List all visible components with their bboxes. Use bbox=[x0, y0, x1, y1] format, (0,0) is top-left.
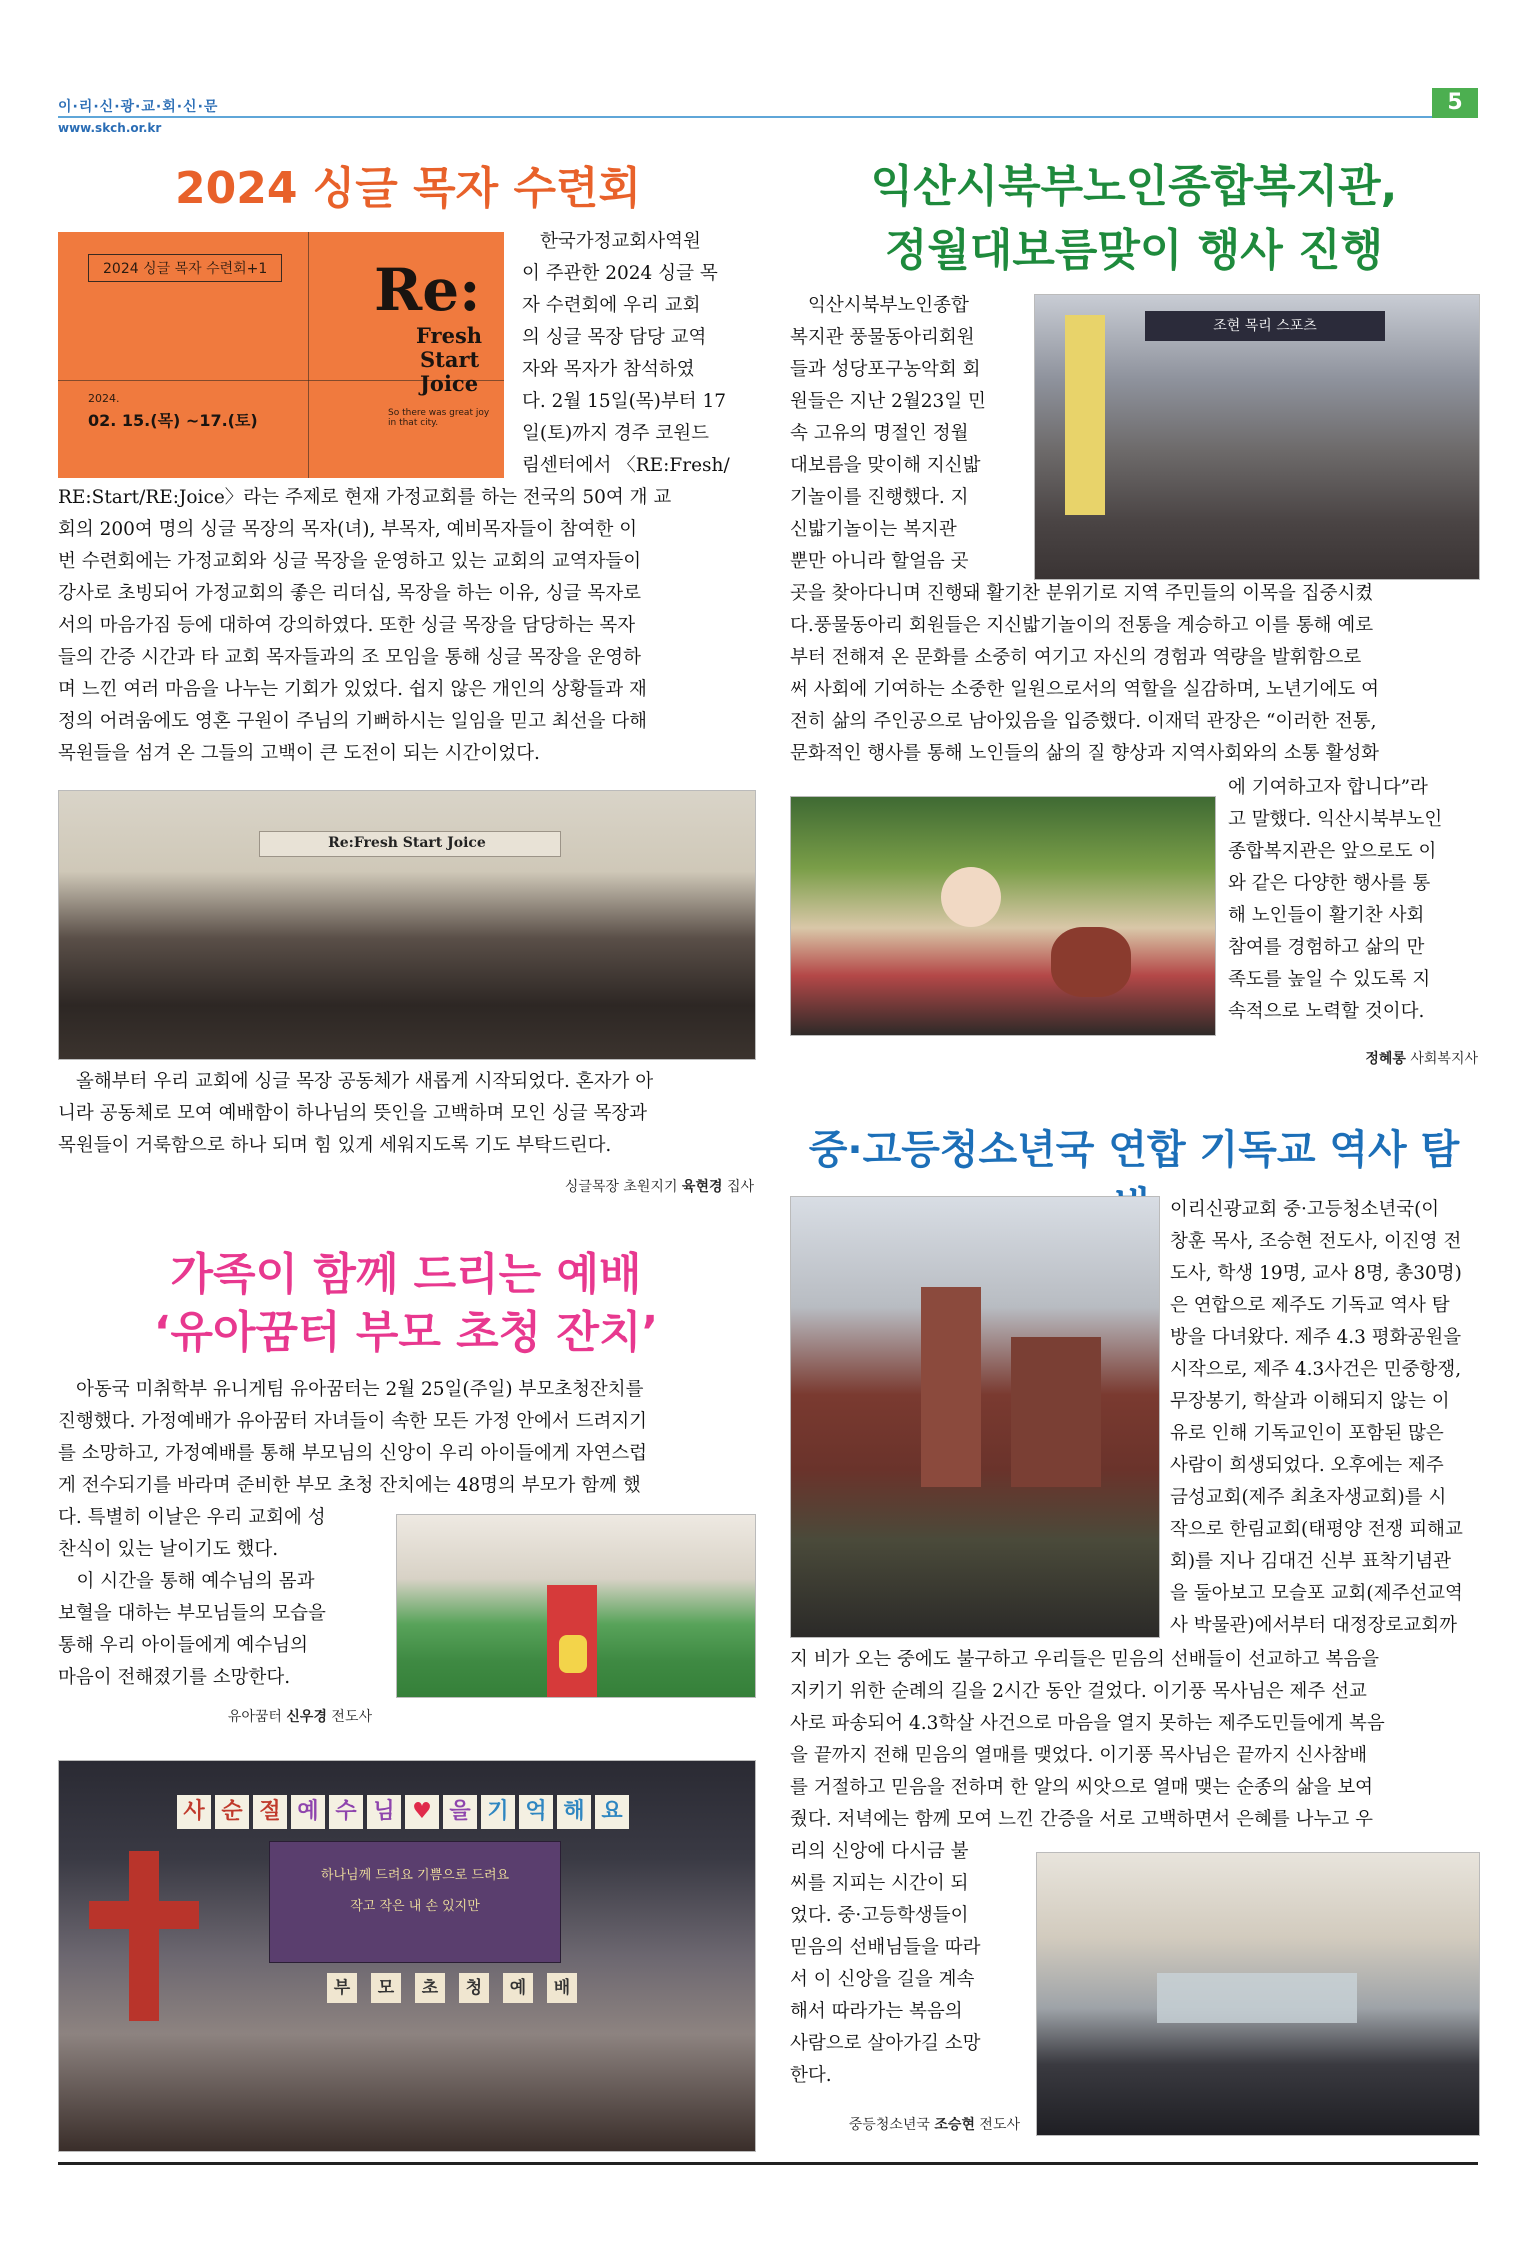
text-line: 은 연합으로 제주도 기독교 역사 탐 bbox=[1170, 1295, 1450, 1316]
article4-title: 중·고등청소년국 연합 기독교 역사 탐 bbox=[808, 1127, 1460, 1173]
text-line: 며 느낀 여러 마음을 나누는 기회가 있었다. 쉽지 않은 개인의 상황들과 재 bbox=[58, 679, 647, 700]
text-line: 사람으로 살아가길 소망 bbox=[790, 2033, 981, 2054]
text-line: 사 박물관)에서부터 대정장로교회까 bbox=[1170, 1615, 1458, 1636]
poster-tagline: So there was great joy in that city. bbox=[388, 408, 490, 428]
text-line: 다.풍물동아리 회원들은 지신밟기놀이의 전통을 계승하고 이를 통해 예로 bbox=[790, 615, 1374, 636]
article1-title: 2024 싱글 목자 수련회 bbox=[175, 163, 641, 214]
text-line: 서 이 신앙을 길을 계속 bbox=[790, 1969, 975, 1990]
text-line: 금성교회(제주 최초자생교회)를 시 bbox=[1170, 1487, 1447, 1508]
text-line: 전히 삶의 주인공으로 남아있음을 입증했다. 이재덕 관장은 “이러한 전통, bbox=[790, 711, 1377, 732]
stage-char: 부 bbox=[327, 1973, 357, 2003]
text-line: 작으로 한림교회(태평양 전쟁 피해교 bbox=[1170, 1519, 1463, 1540]
text-line: 를 거절하고 믿음을 전하며 한 알의 씨앗으로 열매 맺는 순종의 삶을 보여 bbox=[790, 1777, 1373, 1798]
article2-para-side bbox=[1228, 772, 1478, 1028]
byline-title: 전도사 bbox=[326, 1709, 372, 1725]
church-visit-photo bbox=[790, 1196, 1160, 1638]
text-line: 자 수련회에 우리 교회 bbox=[522, 295, 701, 316]
text-line: 한다. bbox=[790, 2065, 832, 2086]
text-line: 강사로 초빙되어 가정교회의 좋은 리더십, 목장을 하는 이유, 싱글 목자로 bbox=[58, 583, 641, 604]
text-line: 족도를 높일 수 있도록 지 bbox=[1228, 969, 1431, 990]
stage-char: 모 bbox=[371, 1973, 401, 2003]
article3-byline bbox=[58, 1706, 372, 1726]
banner-char: 사 bbox=[177, 1795, 211, 1829]
article1-byline bbox=[58, 1176, 754, 1196]
screen-text: 작고 작은 내 손 있지만 bbox=[350, 1899, 480, 1914]
text-line: 를 소망하고, 가정예배를 통해 부모님의 신앙이 우리 아이들에게 자연스럽 bbox=[58, 1443, 648, 1464]
article4-para-full bbox=[790, 1644, 1478, 1836]
masthead: 이·리·신·광·교·회·신·문 bbox=[58, 99, 219, 115]
article2-para-top bbox=[790, 290, 1020, 578]
text-line: 정의 어려움에도 영혼 구원이 주님의 기뻐하시는 일임을 믿고 최선을 다해 bbox=[58, 711, 648, 732]
text-line: 무장봉기, 학살과 이해되지 않는 이 bbox=[1170, 1391, 1450, 1412]
lent-service-photo bbox=[58, 1760, 756, 2152]
stage-letters bbox=[327, 1973, 577, 2003]
article1-para-top bbox=[522, 226, 754, 482]
text-line: 찬식이 있는 날이기도 했다. bbox=[58, 1539, 279, 1560]
byline-role: 유아꿈터 bbox=[227, 1709, 287, 1725]
text-line: 종합복지관은 앞으로도 이 bbox=[1228, 841, 1437, 862]
text-line: 의 싱글 목장 담당 교역 bbox=[522, 327, 707, 348]
article3-title-line1: 가족이 함께 드리는 예배 bbox=[170, 1249, 642, 1300]
site-url[interactable]: www.skch.or.kr bbox=[58, 121, 162, 135]
text-line: 일(토)까지 경주 코원드 bbox=[522, 423, 710, 444]
text-line: 문화적인 행사를 통해 노인들의 삶의 질 향상과 지역사회와의 소통 활성화 bbox=[790, 743, 1380, 764]
text-line: 속 고유의 명절인 정월 bbox=[790, 423, 969, 444]
article4-para-side bbox=[1140, 1194, 1478, 1642]
article2-para-full bbox=[790, 578, 1478, 770]
text-line: 회)를 지나 김대건 신부 표착기념관 bbox=[1170, 1551, 1451, 1572]
text-line: 을 끝까지 전해 믿음의 열매를 맺었다. 이기풍 목사님은 끝까지 신사참배 bbox=[790, 1745, 1368, 1766]
article2-byline bbox=[1228, 1048, 1478, 1068]
banner-row bbox=[177, 1795, 629, 1829]
museum-visit-photo bbox=[1036, 1852, 1480, 2136]
text-line: 원들은 지난 2월23일 민 bbox=[790, 391, 986, 412]
text-line: 리의 신앙에 다시금 불 bbox=[790, 1841, 969, 1862]
text-line: 지키기 위한 순례의 길을 2시간 동안 걸었다. 이기풍 목사님은 제주 선교 bbox=[790, 1681, 1367, 1702]
text-line: 목원들이 거룩함으로 하나 되며 힘 있게 세워지도록 기도 부탁드린다. bbox=[58, 1135, 612, 1156]
text-line: 해서 따라가는 복음의 bbox=[790, 2001, 963, 2022]
shop-sign-text: 조현 목리 스포츠 bbox=[1213, 318, 1317, 334]
text-line: 서의 마음가짐 등에 대하여 강의하였다. 또한 싱글 목장을 담당하는 목자 bbox=[58, 615, 636, 636]
poster-title: Re: bbox=[374, 256, 481, 324]
article2-title-line2: 정월대보름맞이 행사 진행 bbox=[884, 225, 1384, 276]
text-line: 니라 공동체로 모여 예배함이 하나님의 뜻인을 고백하며 모인 싱글 목장과 bbox=[58, 1103, 648, 1124]
text-line: 속적으로 노력할 것이다. bbox=[1228, 1001, 1425, 1022]
screen-text: 하나님께 드려요 기쁨으로 드려요 bbox=[320, 1868, 510, 1883]
text-line: 참여를 경험하고 삶의 만 bbox=[1228, 937, 1425, 958]
header-rule bbox=[58, 116, 1478, 118]
text-line: 번 수련회에는 가정교회와 싱글 목장을 운영하고 있는 교회의 교역자들이 bbox=[58, 551, 642, 572]
text-line: 고 말했다. 익산시북부노인 bbox=[1228, 809, 1443, 830]
banner-char: 절 bbox=[253, 1795, 287, 1829]
text-line: 사로 파송되어 4.3학살 사건으로 마음을 열지 못하는 제주도민들에게 복음 bbox=[790, 1713, 1385, 1734]
banner-char: 님 bbox=[367, 1795, 401, 1829]
footer-rule bbox=[58, 2162, 1478, 2165]
text-line: 시작으로, 제주 4.3사건은 민중항쟁, bbox=[1170, 1359, 1462, 1380]
heart-icon: ♥ bbox=[405, 1795, 439, 1829]
text-line: 에 기여하고자 합니다”라 bbox=[1228, 777, 1428, 798]
kids-event-photo bbox=[396, 1514, 756, 1698]
text-line: 림센터에서 〈RE:Fresh/ bbox=[522, 455, 730, 476]
text-line: 사람이 희생되었다. 오후에는 제주 bbox=[1170, 1455, 1444, 1476]
poster-line bbox=[308, 232, 309, 478]
text-line: 다. 2월 15일(목)부터 17 bbox=[522, 391, 727, 412]
article2-title-line1: 익산시북부노인종합복지관, bbox=[870, 161, 1398, 212]
banner-char: 순 bbox=[215, 1795, 249, 1829]
text-line: 줬다. 저녁에는 함께 모여 느낀 간증을 서로 고백하면서 은혜를 나누고 우 bbox=[790, 1809, 1373, 1830]
text-line: 대보름을 맞이해 지신밟 bbox=[790, 455, 981, 476]
banner-char: 수 bbox=[329, 1795, 363, 1829]
banner-char: 예 bbox=[291, 1795, 325, 1829]
article1-para-full bbox=[58, 482, 754, 770]
banner-char: 을 bbox=[443, 1795, 477, 1829]
stage-char: 예 bbox=[503, 1973, 533, 2003]
text-line: 아동국 미취학부 유니게팀 유아꿈터는 2월 25일(주일) 부모초청잔치를 bbox=[76, 1379, 644, 1400]
text-line: 익산시북부노인종합 bbox=[808, 295, 969, 316]
group-photo-banner: Re:Fresh Start Joice bbox=[328, 835, 486, 851]
text-line: 을 둘아보고 모슬포 교회(제주선교역 bbox=[1170, 1583, 1463, 1604]
text-line: 창훈 목사, 조승현 전도사, 이진영 전 bbox=[1170, 1231, 1462, 1252]
poster-joice: Joice bbox=[420, 371, 479, 396]
poster-date: 02. 15.(목) ~17.(토) bbox=[88, 411, 258, 430]
text-line: 곳을 찾아다니며 진행돼 활기찬 분위기로 지역 주민들의 이목을 집중시켰 bbox=[790, 583, 1374, 604]
article3-para-full bbox=[58, 1374, 754, 1502]
text-line: 이 주관한 2024 싱글 목 bbox=[522, 263, 718, 284]
byline-name: 신우경 bbox=[286, 1709, 327, 1725]
article1-para-after bbox=[58, 1066, 754, 1162]
text-line: 다. 특별히 이날은 우리 교회에 성 bbox=[58, 1507, 326, 1528]
article4-para-bottom bbox=[790, 1836, 1026, 2092]
cross-decoration bbox=[129, 1851, 159, 2021]
banner-char: 억 bbox=[519, 1795, 553, 1829]
text-line: 지 비가 오는 중에도 불구하고 우리들은 믿음의 선배들이 선교하고 복음을 bbox=[790, 1649, 1380, 1670]
text-line: 한국가정교회사역원 bbox=[540, 231, 701, 252]
text-line: 방을 다녀왔다. 제주 4.3 평화공원을 bbox=[1170, 1327, 1462, 1348]
text-line: 회의 200여 명의 싱글 목장의 목자(녀), 부목자, 예비목자들이 참여한 이 bbox=[58, 519, 638, 540]
banner-char: 기 bbox=[481, 1795, 515, 1829]
text-line: 들의 간증 시간과 타 교회 목자들과의 조 모임을 통해 싱글 목장을 운영하 bbox=[58, 647, 641, 668]
byline-title: 사회복지사 bbox=[1405, 1051, 1478, 1067]
text-line: 기놀이를 진행했다. 지 bbox=[790, 487, 969, 508]
text-line: 들과 성당포구농악회 회 bbox=[790, 359, 981, 380]
text-line: 해 노인들이 활기찬 사회 bbox=[1228, 905, 1425, 926]
text-line: 보혈을 대하는 부모님들의 모습을 bbox=[58, 1603, 326, 1624]
text-line: 진행했다. 가정예배가 유아꿈터 자녀들이 속한 모든 가정 안에서 드려지기 bbox=[58, 1411, 648, 1432]
article4-byline bbox=[790, 2114, 1020, 2134]
poster-year: 2024. bbox=[88, 392, 120, 405]
text-line: 뿐만 아니라 할얼음 곳 bbox=[790, 551, 969, 572]
cross-decoration bbox=[89, 1901, 199, 1929]
banner-char: 해 bbox=[557, 1795, 591, 1829]
byline-name: 조승현 bbox=[934, 2117, 975, 2133]
text-line: 복지관 풍물동아리회원 bbox=[790, 327, 975, 348]
text-line: 씨를 지피는 시간이 되 bbox=[790, 1873, 969, 1894]
text-line: 이 시간을 통해 예수님의 몸과 bbox=[58, 1571, 315, 1592]
byline-title: 집사 bbox=[722, 1179, 754, 1195]
poster-tag: 2024 싱글 목자 수련회+1 bbox=[88, 254, 282, 282]
shop-sign bbox=[1145, 311, 1385, 341]
article3-para-side bbox=[58, 1502, 378, 1694]
banner-char: 요 bbox=[595, 1795, 629, 1829]
text-line: 부터 전해져 온 문화를 소중히 여기고 자신의 경험과 역량을 발휘함으로 bbox=[790, 647, 1362, 668]
text-line: 었다. 중·고등학생들이 bbox=[790, 1905, 969, 1926]
stage-char: 배 bbox=[547, 1973, 577, 2003]
text-line: 유로 인해 기독교인이 포함된 많은 bbox=[1170, 1423, 1444, 1444]
text-line: 마음이 전해졌기를 소망한다. bbox=[58, 1667, 291, 1688]
poster-fresh: Fresh bbox=[416, 323, 483, 348]
stage-char: 초 bbox=[415, 1973, 445, 2003]
text-line: 올해부터 우리 교회에 싱글 목장 공동체가 새롭게 시작되었다. 혼자가 아 bbox=[76, 1071, 654, 1092]
drum-performance-photo bbox=[790, 796, 1216, 1036]
byline-name: 육현경 bbox=[681, 1179, 723, 1195]
projection-screen bbox=[269, 1841, 561, 1963]
text-line: 신밟기놀이는 복지관 bbox=[790, 519, 957, 540]
text-line: 목원들을 섬겨 온 그들의 고백이 큰 도전이 되는 시간이었다. bbox=[58, 743, 540, 764]
retreat-poster bbox=[58, 232, 504, 478]
text-line: 게 전수되기를 바라며 준비한 부모 초청 잔치에는 48명의 부모가 함께 했 bbox=[58, 1475, 641, 1496]
text-line: 자와 목자가 참석하였 bbox=[522, 359, 695, 380]
text-line: RE:Start/RE:Joice〉라는 주제로 현재 가정교회를 하는 전국의 50여 개 교 bbox=[58, 487, 672, 508]
byline-role: 싱글목장 초원지기 bbox=[564, 1179, 682, 1195]
poster-start: Start bbox=[420, 347, 480, 372]
folk-parade-photo bbox=[1034, 294, 1480, 580]
group-photo bbox=[58, 790, 756, 1060]
article3-title-line2: ‘유아꿈터 부모 초청 잔치’ bbox=[153, 1307, 659, 1358]
text-line: 이리신광교회 중·고등청소년국(이 bbox=[1170, 1199, 1440, 1220]
text-line: 통해 우리 아이들에게 예수님의 bbox=[58, 1635, 308, 1656]
text-line: 믿음의 선배님들을 따라 bbox=[790, 1937, 981, 1958]
stage-char: 청 bbox=[459, 1973, 489, 2003]
byline-role: 중등청소년국 bbox=[848, 2117, 935, 2133]
text-line: 도사, 학생 19명, 교사 8명, 총30명) bbox=[1170, 1263, 1462, 1284]
byline-title: 전도사 bbox=[974, 2117, 1020, 2133]
text-line: 와 같은 다양한 행사를 통 bbox=[1228, 873, 1431, 894]
byline-name: 정혜롱 bbox=[1365, 1051, 1406, 1067]
text-line: 써 사회에 기여하는 소중한 일원으로서의 역할을 실감하며, 노년기에도 여 bbox=[790, 679, 1380, 700]
page-number-badge: 5 bbox=[1432, 88, 1478, 118]
